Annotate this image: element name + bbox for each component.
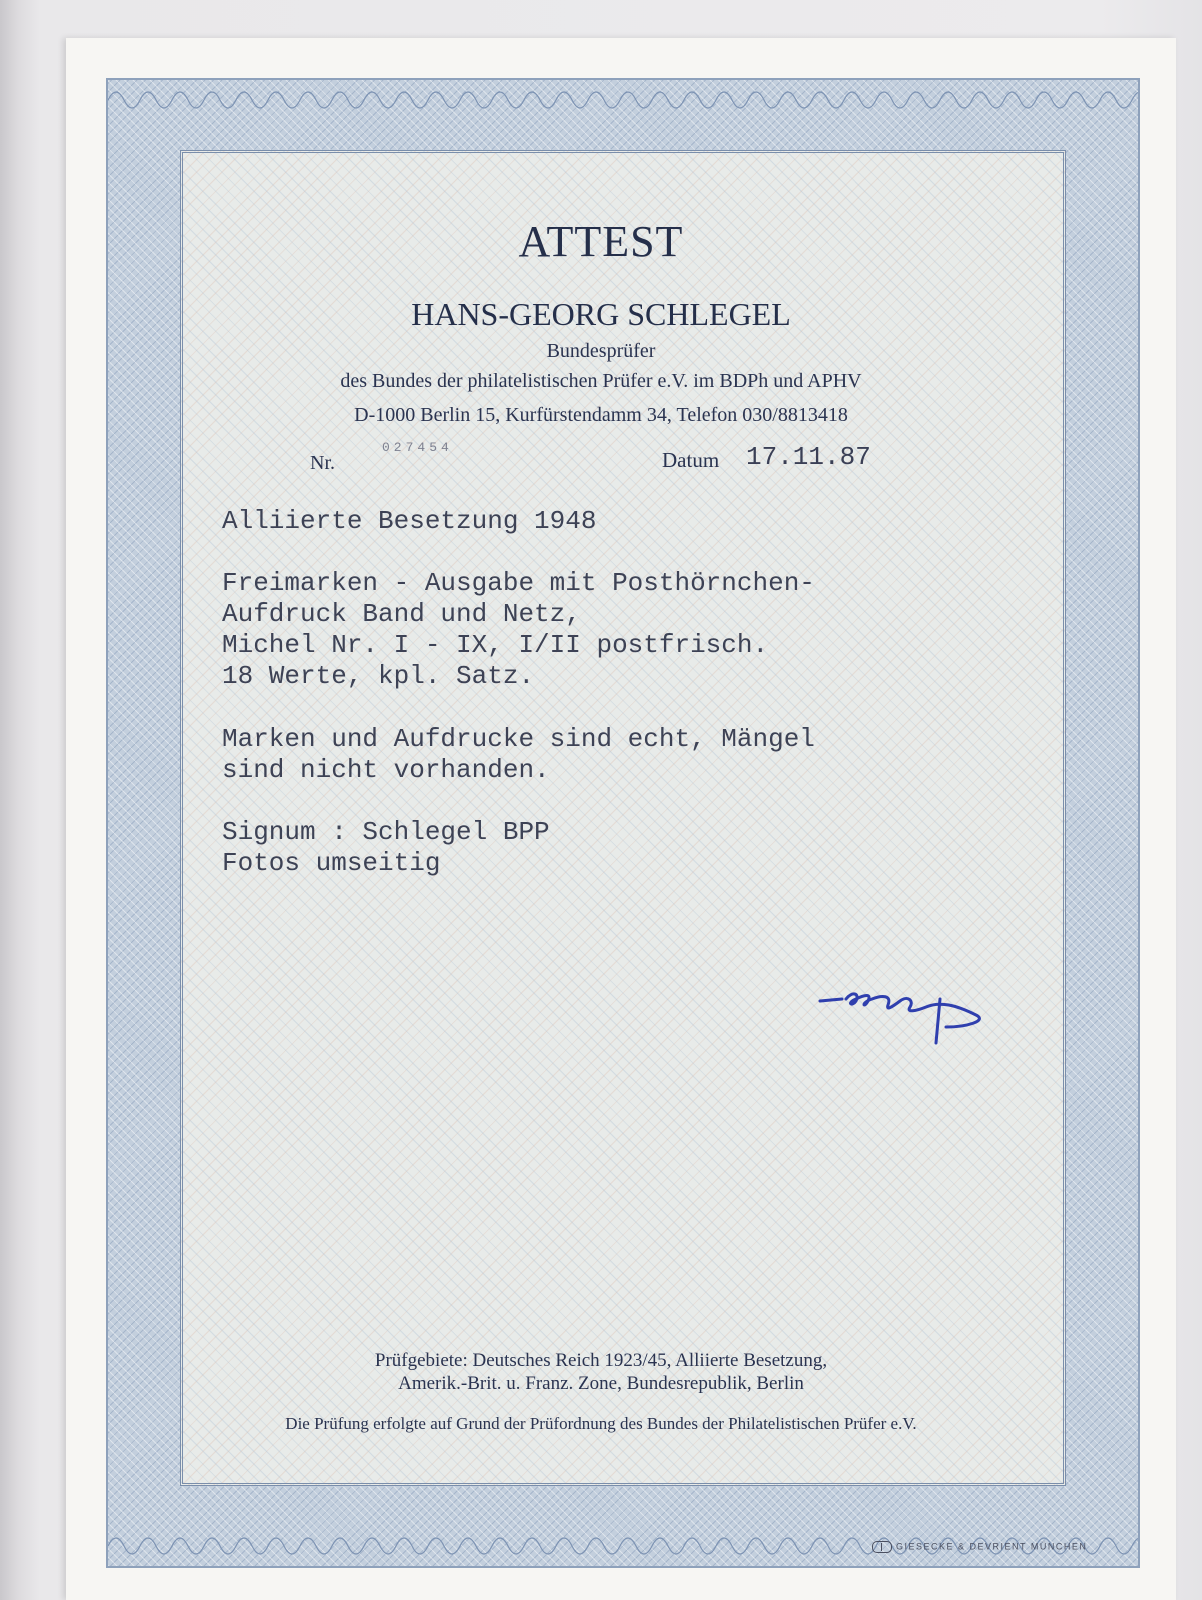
certificate-number-label: Nr. [310, 452, 335, 474]
examiner-signature [816, 985, 996, 1055]
wave-pattern-top [108, 80, 1138, 120]
printer-name: GIESECKE & DEVRIENT MÜNCHEN [896, 1541, 1088, 1552]
printer-logo-icon [872, 1541, 892, 1553]
printer-imprint [872, 1541, 1087, 1553]
verdict-line-1: Marken und Aufdrucke sind echt, Mängel [222, 724, 815, 754]
stamp-description-line-4: 18 Werte, kpl. Satz. [222, 661, 535, 691]
examiner-address: D-1000 Berlin 15, Kurfürstendamm 34, Telefon 030/8813418 [354, 404, 848, 426]
examiner-role: Bundesprüfer [546, 340, 656, 362]
examination-basis: Die Prüfung erfolgte auf Grund der Prüfordnung des Bundes der Philatelistischen Prüfer e.V. [285, 1414, 917, 1433]
examination-areas-line-2: Amerik.-Brit. u. Franz. Zone, Bundesrepublik, Berlin [398, 1373, 804, 1394]
certificate-number: 027454 [382, 440, 453, 455]
examination-areas-line-1: Prüfgebiete: Deutsches Reich 1923/45, Alliierte Besetzung, [374, 1350, 828, 1371]
certificate-date: 17.11.87 [746, 442, 871, 472]
photos-note: Fotos umseitig [222, 848, 441, 878]
verdict-line-2: sind nicht vorhanden. [222, 755, 550, 785]
issue-heading: Alliierte Besetzung 1948 [222, 506, 597, 536]
date-label: Datum [662, 448, 720, 472]
examiner-name: HANS-GEORG SCHLEGEL [411, 296, 791, 332]
stamp-description-line-3: Michel Nr. I - IX, I/II postfrisch. [222, 630, 769, 660]
stamp-description-line-1: Freimarken - Ausgabe mit Posthörnchen- [222, 568, 815, 598]
stamp-description-line-2: Aufdruck Band und Netz, [222, 599, 581, 629]
signum-line: Signum : Schlegel BPP [222, 817, 550, 847]
examiner-association: des Bundes der philatelistischen Prüfer e.V. im BDPh und APHV [340, 370, 862, 392]
certificate-title: ATTEST [518, 217, 684, 266]
